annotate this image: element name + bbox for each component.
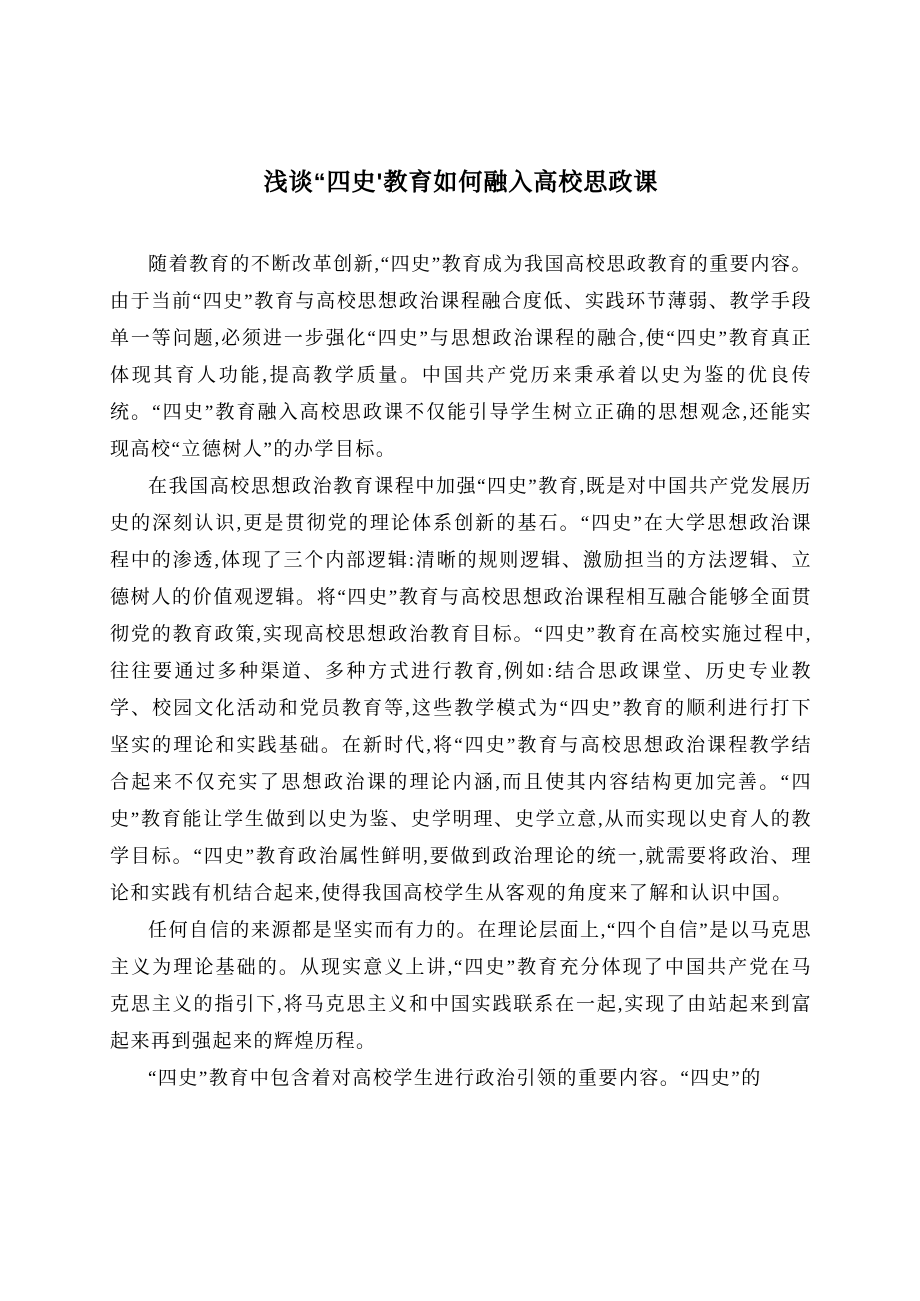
- document-body: [110, 246, 812, 1097]
- body-paragraph-3: 任何自信的来源都是坚实而有力的。在理论层面上,“四个自信”是以马克思主义为理论基础的。从现实意义上讲,“四史”教育充分体现了中国共产党在马克思主义的指引下,将马克思主义和中国实践联系在一起,实现了由站起来到富起来再到强起来的辉煌历程。: [110, 920, 812, 1052]
- document-title: 浅谈“四史'教育如何融入高校思政课: [263, 169, 659, 196]
- body-paragraph-4: “四史”教育中包含着对高校学生进行政治引领的重要内容。“四史”的: [148, 1068, 762, 1089]
- body-paragraph-2: 在我国高校思想政治教育课程中加强“四史”教育,既是对中国共产党发展历史的深刻认识,更是贯彻党的理论体系创新的基石。“四史”在大学思想政治课程中的渗透,体现了三个内部逻辑:清晰的规则逻辑、激励担当的方法逻辑、立德树人的价值观逻辑。将“四史”教育与高校思想政治课程相互融合能够全面贯彻党的教育政策,实现高校思想政治教育目标。“四史”教育在高校实施过程中,往往要通过多种渠道、多种方式进行教育,例如:结合思政课堂、历史专业教学、校园文化活动和党员教育等,这些教学模式为“四史”教育的顺利进行打下坚实的理论和实践基础。在新时代,将“四史”教育与高校思想政治课程教学结合起来不仅充实了思想政治课的理论内涵,而且使其内容结构更加完善。“四史”教育能让学生做到以史为鉴、史学明理、史学立意,从而实现以史育人的教学目标。“四史”教育政治属性鲜明,要做到政治理论的统一,就需要将政治、理论和实践有机结合起来,使得我国高校学生从客观的角度来了解和认识中国。: [110, 476, 812, 904]
- body-paragraph-1: 随着教育的不断改革创新,“四史”教育成为我国高校思政教育的重要内容。由于当前“四史”教育与高校思想政治课程融合度低、实践环节薄弱、教学手段单一等问题,必须进一步强化“四史”与思想政治课程的融合,使“四史”教育真正体现其育人功能,提高教学质量。中国共产党历来秉承着以史为鉴的优良传统。“四史”教育融入高校思政课不仅能引导学生树立正确的思想观念,还能实现高校“立德树人”的办学目标。: [110, 254, 812, 460]
